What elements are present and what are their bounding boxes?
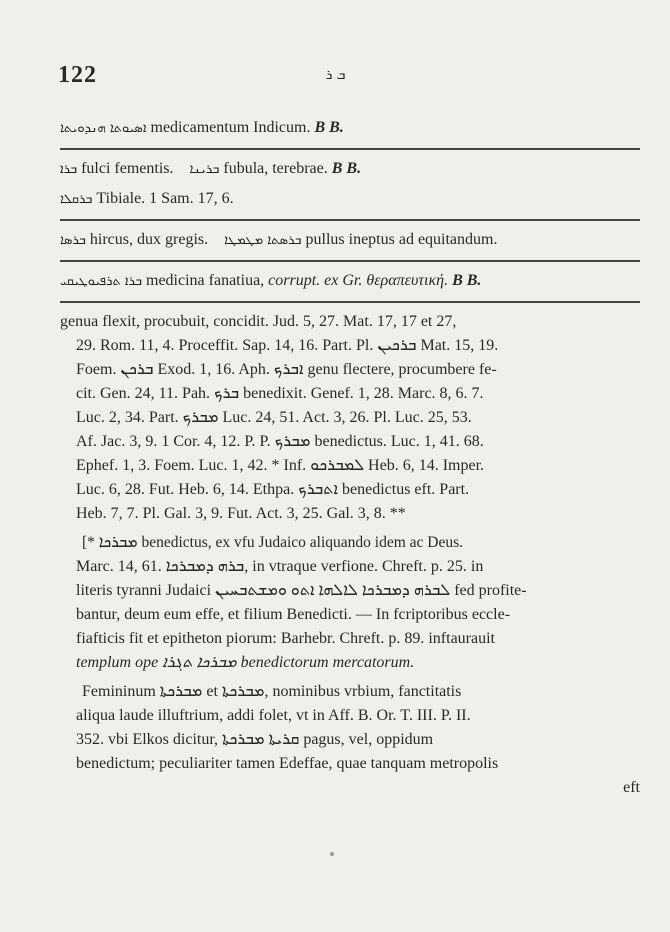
- running-head: ܒ ܪ: [326, 68, 346, 83]
- text-line: Luc. 2, 34. Part. ܡܒܪܟ Luc. 24, 51. Act. 3, 26. Pl. Luc. 25, 53.: [76, 409, 472, 426]
- divider: [60, 260, 640, 262]
- text-line: Heb. 7, 7. Pl. Gal. 3, 9. Fut. Act. 3, 25. Gal. 3, 8. **: [76, 505, 406, 522]
- text-line: Ephef. 1, 3. Foem. Luc. 1, 42. * Inf. ܠܡܒܪܟܘ Heb. 6, 14. Imper.: [76, 457, 485, 474]
- text-line: [* ܡܒܪܟܐ benedictus, ex vfu Judaico aliquando idem ac Deus.: [82, 534, 464, 551]
- entry-hircus: [60, 226, 640, 256]
- text-line: templum ope ܡܒܪܟܐ ܬܓܪܐ benedictorum mercatorum.: [76, 654, 415, 671]
- divider: [60, 301, 640, 303]
- text-line: Luc. 6, 28. Fut. Heb. 6, 14. Ethpa. ܐܬܒܪܟ benedictus eft. Part.: [76, 481, 470, 498]
- catchword: eft: [623, 779, 640, 796]
- definition: hircus, dux gregis.: [89, 231, 209, 248]
- text-line: 352. vbi Elkos dicitur, ܩܪܝܬܐ ܡܒܪܟܬܐ pagus, vel, oppidum: [76, 731, 434, 748]
- divider: [60, 219, 640, 221]
- text-line: cit. Gen. 24, 11. Pah. ܒܪܟ benedixit. Genef. 1, 28. Marc. 8, 6. 7.: [76, 385, 484, 402]
- text-line: Marc. 14, 61. ܒܪܗ ܕܡܒܪܟܐ, in vtraque verfione. Chreft. p. 25. in: [76, 558, 484, 575]
- source-abbrev: B B.: [314, 119, 344, 136]
- definition: Tibiale. 1 Sam. 17, 6.: [96, 190, 234, 207]
- syriac-term: ܒܪܐ: [60, 162, 78, 177]
- text-line: literis tyranni Judaici ܠܒܪܗ ܕܡܒܪܟܐ ܠܐܠܗܐ ܐܬܘ ܘܡܫܬܒܚܝܢ fed profite-: [76, 582, 527, 599]
- syriac-term: ܒܪܣܐ: [60, 233, 86, 248]
- entry-fulci: [60, 155, 640, 185]
- bracket-note: [60, 529, 640, 678]
- page-speck: [330, 852, 334, 856]
- text-line: 29. Rom. 11, 4. Proceffit. Sap. 14, 16. Part. Pl. ܒܪܟܝܢ Mat. 15, 19.: [76, 337, 499, 354]
- page-header: [58, 62, 630, 102]
- entry-medicina: [60, 267, 640, 297]
- definition: medicamentum Indicum.: [150, 119, 311, 136]
- entry-tibiale: [60, 185, 640, 215]
- divider: [60, 148, 640, 150]
- entry-medicamentum: [60, 114, 640, 144]
- syriac-term: ܒܪܝܢܐ: [189, 162, 220, 177]
- source-abbrev: B B.: [452, 272, 482, 289]
- text-line: genua flexit, procubuit, concidit. Jud. 5, 27. Mat. 17, 17 et 27,: [60, 313, 457, 330]
- text-line: benedictum; peculiariter tamen Edeffae, quae tanquam metropolis: [76, 755, 499, 772]
- text-line: Femininum ܡܒܪܟܬܐ et ܡܒܪܟܬܐ, nominibus vrbium, fanctitatis: [82, 683, 462, 700]
- definition: pullus ineptus ad equitandum.: [305, 231, 498, 248]
- feminine-paragraph: [60, 678, 640, 803]
- text-line: Af. Jac. 3, 9. 1 Cor. 4, 12. P. P. ܡܒܪܟ benedictus. Luc. 1, 41. 68.: [76, 433, 484, 450]
- syriac-term: ܒܪܐ ܬܪܦܝܘܛܝܩܝ: [60, 274, 142, 289]
- text-line: aliqua laude illuftrium, addi folet, vt in Aff. B. Or. T. III. P. II.: [76, 707, 471, 724]
- page-number: 122: [58, 62, 97, 88]
- text-line: bantur, deum eum effe, et filium Benedicti. — In fcriptoribus eccle-: [76, 606, 511, 623]
- text-line: Foem. ܒܪܟܢ Exod. 1, 16. Aph. ܐܒܪܟ genu flectere, procumbere fe-: [76, 361, 497, 378]
- definition: fubula, terebrae.: [223, 160, 328, 177]
- definition: medicina fanatiua,: [146, 272, 265, 289]
- definition: fulci fementis.: [81, 160, 174, 177]
- entries: [60, 114, 640, 803]
- source-abbrev: B B.: [331, 160, 362, 177]
- syriac-term: ܒܪܣܬܐ ܡܛܡܛܐ: [224, 233, 302, 248]
- syriac-term: ܒܪܩܠܐ: [60, 192, 93, 207]
- syriac-term: ܐܣܝܘܬܐ ܗܢܕܘܝܬܐ: [60, 121, 147, 136]
- entry-barek: [60, 308, 640, 529]
- etymology: corrupt. ex Gr. θεραπευτική.: [268, 272, 449, 289]
- text-line: fiafticis fit et epitheton piorum: Barhebr. Chreft. p. 89. inftaurauit: [76, 630, 495, 647]
